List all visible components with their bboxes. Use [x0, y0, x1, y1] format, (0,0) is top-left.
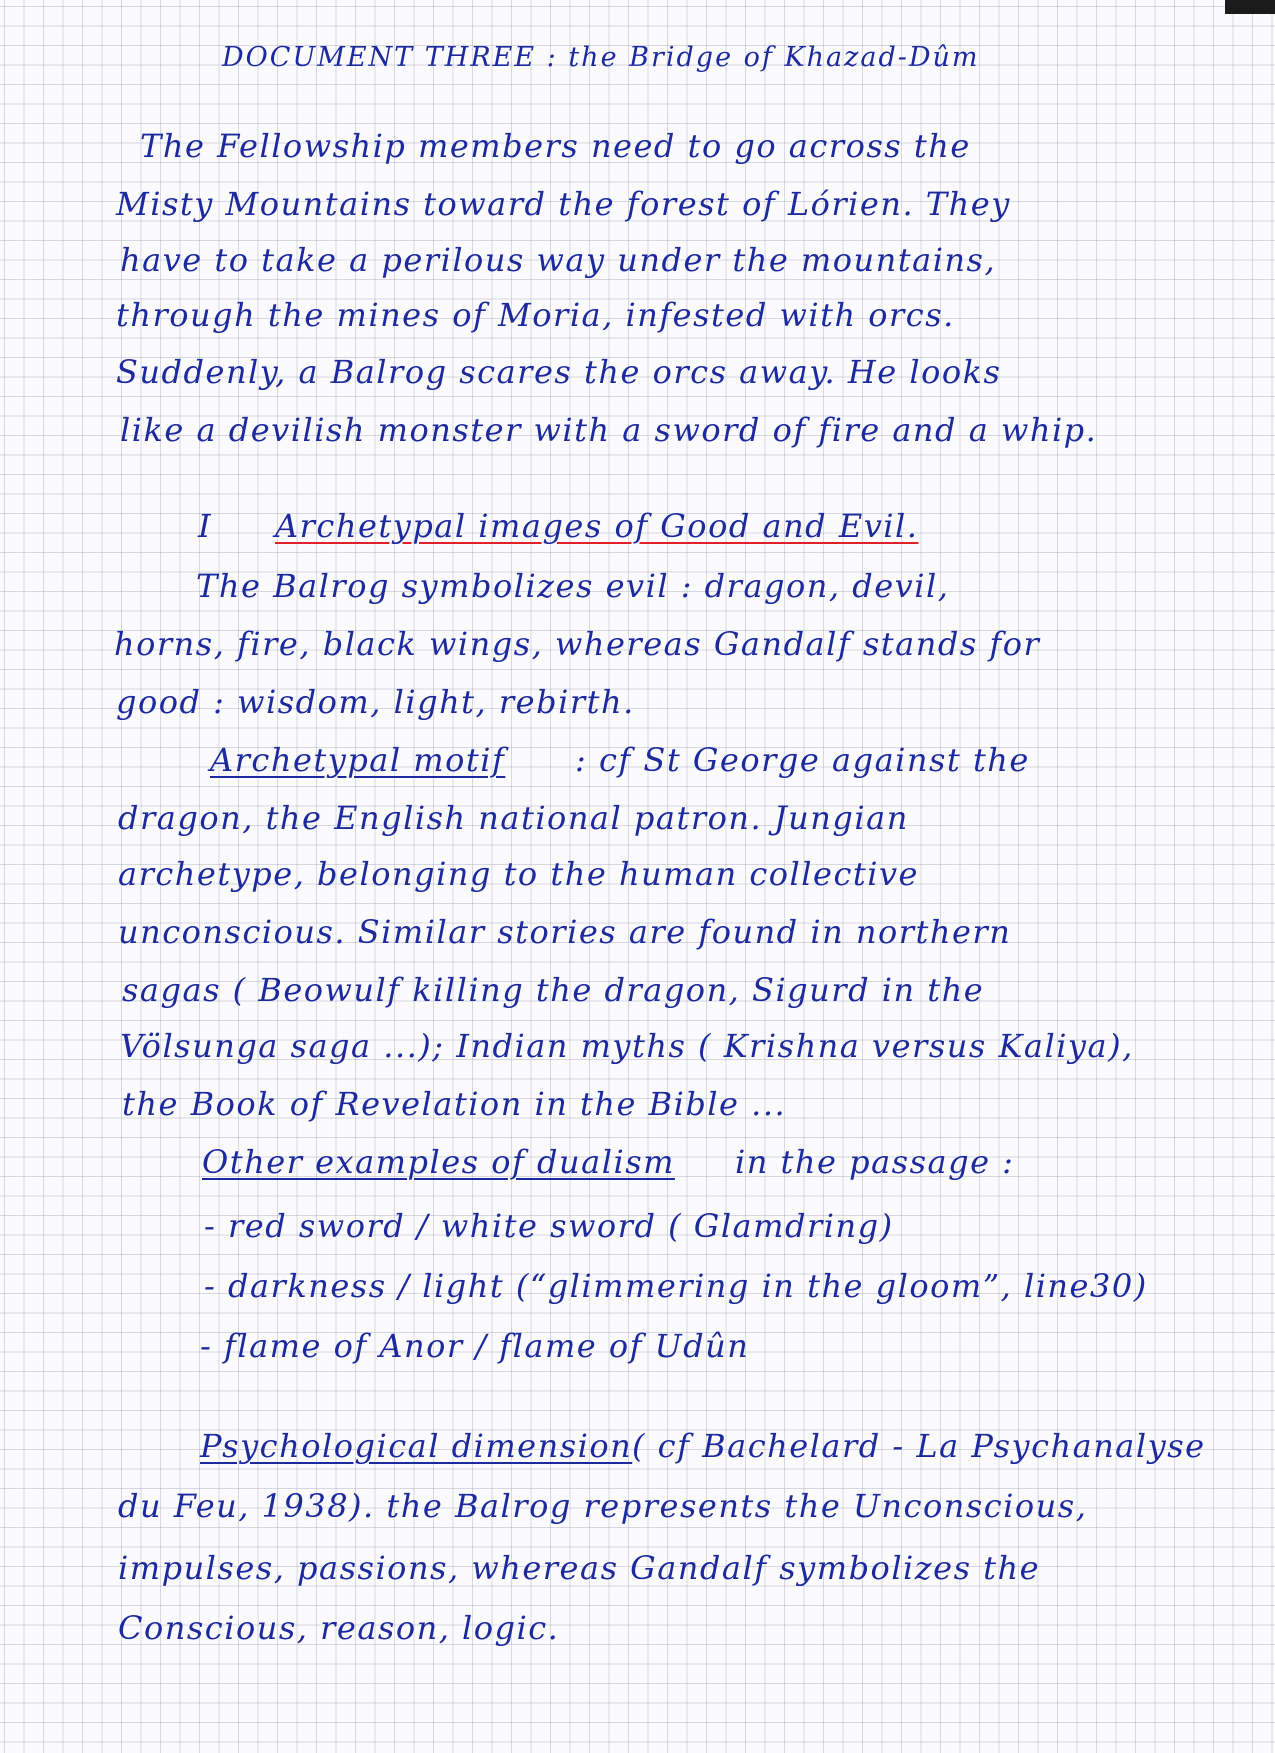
motif-label: Archetypal motif: [210, 741, 506, 779]
dualism-rest: in the passage :: [735, 1143, 1015, 1181]
para2-line-2: archetype, belonging to the human collective: [118, 855, 919, 893]
section-numeral: I: [198, 507, 213, 545]
dualism-label: Other examples of dualism: [202, 1143, 675, 1181]
dualism-item-1: - red sword / white sword ( Glamdring): [204, 1207, 894, 1245]
para3-line-2: impulses, passions, whereas Gandalf symbolizes the: [118, 1549, 1041, 1587]
dualism-item-3: - flame of Anor / flame of Udûn: [200, 1327, 750, 1365]
para2-line-4: sagas ( Beowulf killing the dragon, Sigurd in the: [122, 971, 985, 1009]
psych-rest: ( cf Bachelard - La Psychanalyse: [632, 1427, 1206, 1465]
para1-line-1: The Balrog symbolizes evil : dragon, devil,: [196, 567, 950, 605]
intro-line-2: Misty Mountains toward the forest of Lórien. They: [116, 185, 1011, 223]
intro-line-5: Suddenly, a Balrog scares the orcs away. He looks: [116, 353, 1002, 391]
para1-line-2: horns, fire, black wings, whereas Gandalf stands for: [114, 625, 1041, 663]
intro-line-6: like a devilish monster with a sword of fire and a whip.: [120, 411, 1098, 449]
intro-line-3: have to take a perilous way under the mountains,: [120, 241, 997, 279]
intro-line-4: through the mines of Moria, infested with orcs.: [116, 296, 955, 334]
scan-corner-shadow: [1225, 0, 1275, 14]
para2-line-6: the Book of Revelation in the Bible ...: [122, 1085, 787, 1123]
para1-line-3: good : wisdom, light, rebirth.: [116, 683, 635, 721]
para3-line-3: Conscious, reason, logic.: [118, 1609, 560, 1647]
section-heading: Archetypal images of Good and Evil.: [275, 507, 919, 545]
intro-line-1: The Fellowship members need to go across the: [140, 127, 971, 165]
psych-label: Psychological dimension: [200, 1427, 633, 1465]
para2-line-5: Völsunga saga ...); Indian myths ( Krishna versus Kaliya),: [120, 1027, 1134, 1065]
para3-line-1: du Feu, 1938). the Balrog represents the Unconscious,: [118, 1487, 1088, 1525]
para2-line-3: unconscious. Similar stories are found in northern: [118, 913, 1012, 951]
dualism-item-2: - darkness / light (“glimmering in the gloom”, line30): [204, 1267, 1148, 1305]
document-title: DOCUMENT THREE : the Bridge of Khazad-Dûm: [222, 42, 980, 73]
motif-rest: : cf St George against the: [575, 741, 1030, 779]
para2-line-1: dragon, the English national patron. Jungian: [118, 799, 909, 837]
